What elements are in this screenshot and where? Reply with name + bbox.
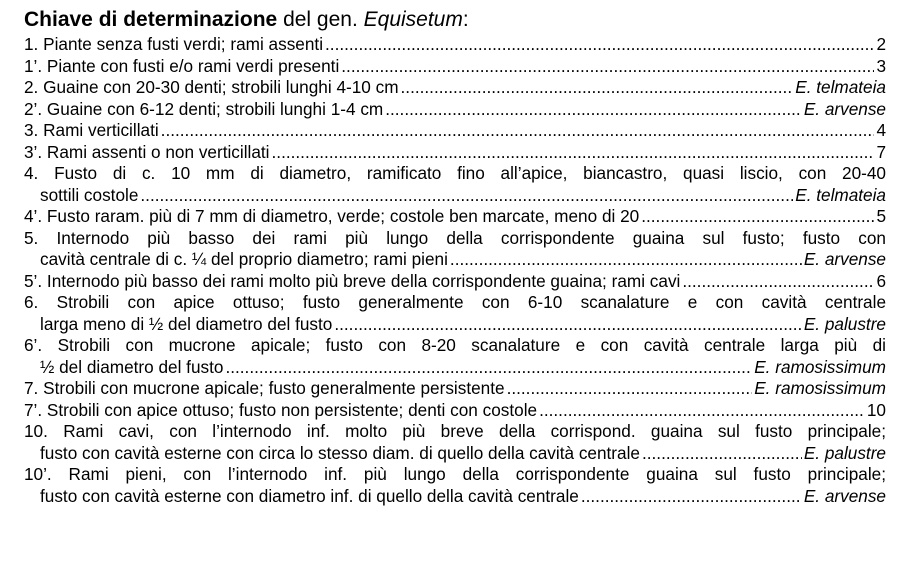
key-title (24, 8, 886, 32)
leader-dots (334, 314, 801, 336)
key-entry (24, 400, 886, 422)
key-result-taxon: E. ramosissimum (754, 378, 886, 398)
key-line-text: fusto con cavità esterne con circa lo stesso diam. di quello della cavità centrale (40, 442, 640, 463)
key-entry (24, 163, 886, 206)
key-line (24, 56, 886, 78)
key-entries (24, 34, 886, 507)
key-entry (24, 292, 886, 335)
key-result-taxon: E. telmateia (795, 77, 886, 97)
key-result-taxon: E. arvense (803, 485, 886, 506)
key-line (24, 335, 886, 357)
leader-dots (140, 185, 793, 207)
key-result-lead: 4 (876, 120, 886, 140)
key-entry (24, 56, 886, 78)
key-result-taxon: E. palustre (803, 442, 886, 463)
key-line-text: 6. Strobili con apice ottuso; fusto generalmente con 6-10 scanalature e con cavità centrale (24, 292, 886, 312)
key-line (24, 142, 886, 164)
key-entry (24, 421, 886, 464)
leader-dots (507, 378, 753, 400)
key-line-continuation (24, 185, 886, 207)
leader-dots (642, 443, 802, 465)
key-entry (24, 378, 886, 400)
key-line (24, 464, 886, 486)
key-result-taxon: E. arvense (803, 249, 886, 269)
key-line-text: 7. Strobili con mucrone apicale; fusto generalmente persistente (24, 378, 505, 398)
key-entry (24, 228, 886, 271)
key-entry (24, 77, 886, 99)
key-line-text: 10’. Rami pieni, con l’internodo inf. più lungo della corrispondente guaina sul fusto principale; (24, 464, 886, 484)
key-entry (24, 120, 886, 142)
key-line (24, 77, 886, 99)
key-line (24, 421, 886, 443)
key-line-text: sottili costole (40, 184, 139, 205)
key-line-continuation (24, 443, 886, 465)
leader-dots (581, 486, 802, 508)
leader-dots (325, 34, 874, 56)
key-title-end: : (462, 8, 469, 31)
key-line-text: 5. Internodo più basso dei rami più lungo della corrispondente guaina sul fusto; fusto con (24, 227, 886, 248)
key-line (24, 206, 886, 228)
key-line (24, 292, 886, 314)
key-line (24, 120, 886, 142)
key-line-text: 5’. Internodo più basso dei rami molto più breve della corrispondente guaina; rami cavi (24, 270, 681, 291)
leader-dots (401, 77, 794, 99)
key-line-text: cavità centrale di c. ¼ del proprio diametro; rami pieni (40, 249, 448, 269)
key-line (24, 271, 886, 293)
key-result-taxon: E. arvense (803, 98, 886, 119)
key-line-text: 6’. Strobili con mucrone apicale; fusto con 8-20 scanalature e con cavità centrale larga più di (24, 335, 886, 355)
key-line-text: 4. Fusto di c. 10 mm di diametro, ramificato fino all’apice, biancastro, quasi liscio, con 20-40 (24, 163, 886, 183)
key-line (24, 378, 886, 400)
key-title-genus: Equisetum (363, 8, 463, 31)
key-line (24, 99, 886, 121)
key-line-continuation (24, 357, 886, 379)
leader-dots (385, 99, 802, 121)
key-line-text: 3’. Rami assenti o non verticillati (24, 141, 270, 162)
leader-dots (272, 142, 875, 164)
key-line-text: 1’. Piante con fusti e/o rami verdi presenti (24, 55, 340, 76)
key-entry (24, 206, 886, 228)
key-line-text: 2’. Guaine con 6-12 denti; strobili lunghi 1-4 cm (24, 98, 384, 119)
key-line (24, 228, 886, 250)
key-result-lead: 2 (876, 34, 886, 54)
key-entry (24, 142, 886, 164)
key-title-bold: Chiave di determinazione (24, 8, 278, 31)
key-result-taxon: E. telmateia (795, 184, 886, 205)
key-entry (24, 34, 886, 56)
leader-dots (450, 249, 802, 271)
key-line-text: 4’. Fusto raram. più di 7 mm di diametro, verde; costole ben marcate, meno di 20 (24, 206, 640, 226)
key-line (24, 400, 886, 422)
leader-dots (225, 357, 752, 379)
key-result-lead: 6 (876, 270, 886, 291)
key-line (24, 34, 886, 56)
key-line (24, 163, 886, 185)
key-result-lead: 5 (876, 206, 886, 226)
key-line-continuation (24, 249, 886, 271)
key-line-text: 3. Rami verticillati (24, 120, 159, 140)
key-line-text: 10. Rami cavi, con l’internodo inf. molto più breve della corrispond. guaina sul fusto principale; (24, 421, 886, 441)
key-line-text: 1. Piante senza fusti verdi; rami assenti (24, 34, 324, 54)
key-line-text: 2. Guaine con 20-30 denti; strobili lunghi 4-10 cm (24, 77, 399, 97)
key-line-text: 7’. Strobili con apice ottuso; fusto non persistente; denti con costole (24, 399, 538, 420)
leader-dots (641, 206, 874, 228)
leader-dots (341, 56, 874, 78)
key-line-text: larga meno di ½ del diametro del fusto (40, 313, 333, 334)
key-line-text: ½ del diametro del fusto (40, 356, 224, 377)
key-result-lead: 3 (876, 55, 886, 76)
key-line-continuation (24, 314, 886, 336)
leader-dots (682, 271, 874, 293)
key-result-taxon: E. ramosissimum (754, 356, 886, 377)
key-line-continuation (24, 486, 886, 508)
key-entry (24, 335, 886, 378)
key-entry (24, 464, 886, 507)
leader-dots (539, 400, 865, 422)
key-entry (24, 99, 886, 121)
key-title-middle: del gen. (277, 8, 364, 31)
key-result-lead: 10 (866, 399, 886, 420)
key-entry (24, 271, 886, 293)
key-result-taxon: E. palustre (803, 313, 886, 334)
leader-dots (161, 120, 875, 142)
key-result-lead: 7 (876, 141, 886, 162)
key-line-text: fusto con cavità esterne con diametro inf. di quello della cavità centrale (40, 485, 579, 506)
